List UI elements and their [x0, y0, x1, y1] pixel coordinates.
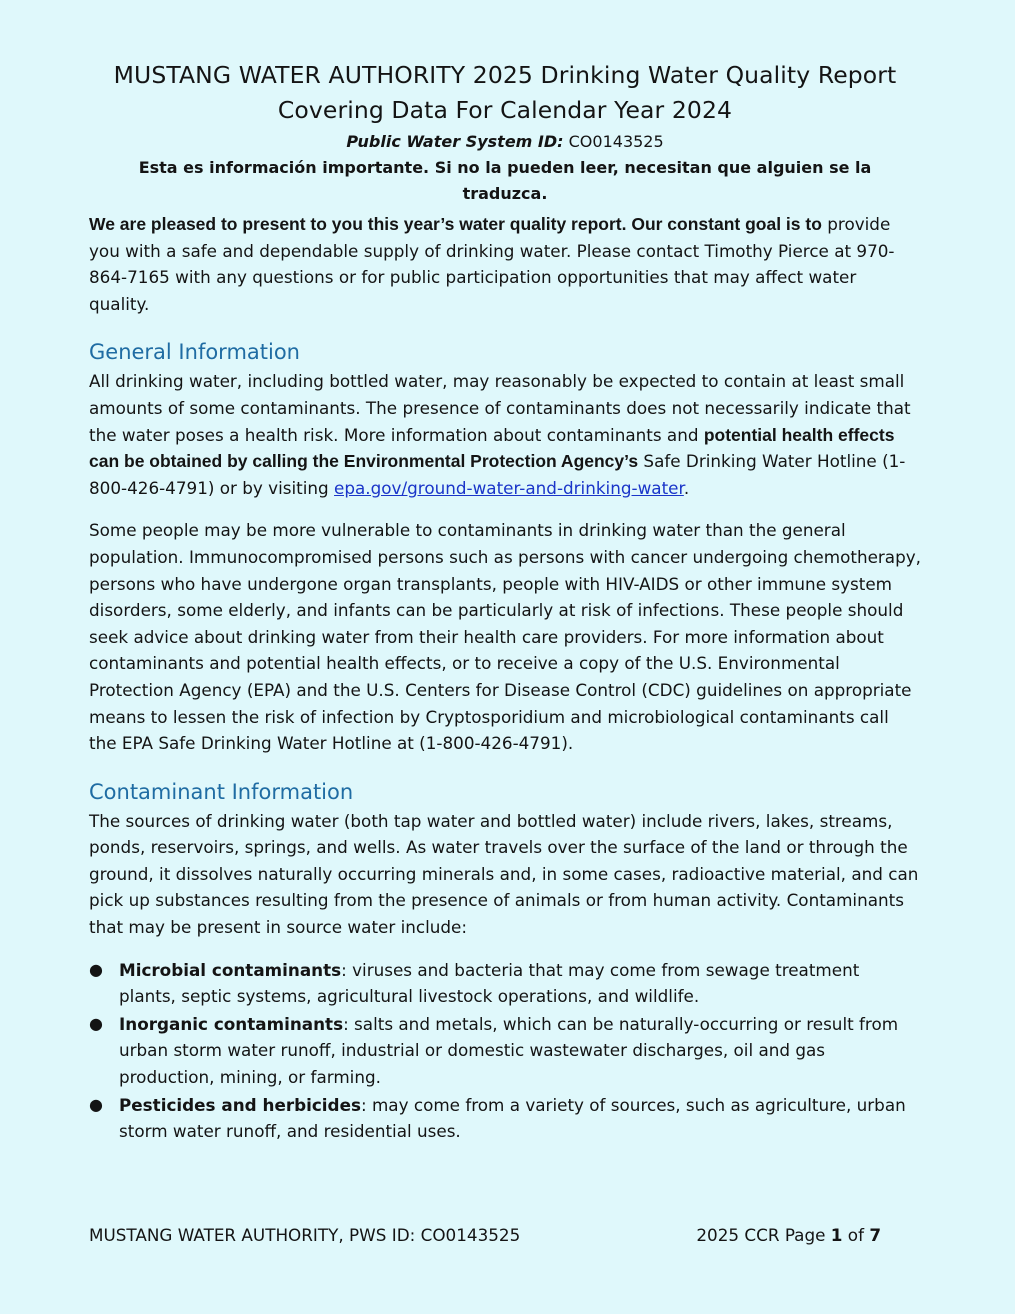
general-information-heading: General Information [89, 340, 300, 365]
general-p1-text-a: All drinking water, including bottled water, may reasonably be expected to contain at least small amounts of some contaminants. The presence of contaminants does not necessarily indicate that the water poses a health risk. More information about contaminants and [89, 371, 911, 445]
footer-right-prefix: 2025 CCR Page [696, 1225, 831, 1245]
general-paragraph-1 [89, 368, 921, 501]
footer-right [696, 1222, 881, 1248]
pws-id-value: CO0143525 [563, 132, 664, 151]
list-item-text: : may come from a variety of sources, such as agriculture, urban storm water runoff, and residential uses. [119, 1094, 906, 1142]
intro-rest: provide you with a safe and dependable supply of drinking water. Please contact Timothy Pierce at 970-864-7165 with any questions or for public participation opportunities that may affect water quality. [89, 214, 895, 314]
list-item-term: Pesticides and herbicides [119, 1094, 361, 1115]
title-line-2: Covering Data For Calendar Year 2024 [277, 96, 733, 124]
general-paragraph-2: Some people may be more vulnerable to contaminants in drinking water than the general population. Immunocompromised persons such as persons with cancer undergoing chemotherapy, persons who have undergone organ transplants, people with HIV-AIDS or other immune system disorders, some elderly, and infants can be particularly at risk of infections. These people should seek advice about drinking water from their health care providers. For more information about contaminants and potential health effects, or to receive a copy of the U.S. Environmental Protection Agency (EPA) and the U.S. Centers for Disease Control (CDC) guidelines on appropriate means to lessen the risk of infection by Cryptosporidium and microbiological contaminants call the EPA Safe Drinking Water Hotline at (1-800-426-4791). [89, 520, 921, 754]
page-footer [89, 1222, 881, 1248]
footer-left: MUSTANG WATER AUTHORITY, PWS ID: CO0143525 [89, 1225, 521, 1245]
pws-id [89, 129, 921, 154]
general-p1-text-b: Safe Drinking Water Hotline (1-800-426-4791) or by visiting [89, 451, 906, 498]
intro-lead: We are pleased to present to you this year’s water quality report. Our constant goal is to [89, 214, 822, 234]
intro-paragraph [89, 211, 921, 317]
footer-page-number: 1 [830, 1225, 843, 1245]
list-item [89, 957, 921, 1010]
contaminant-list [89, 957, 921, 1145]
pws-id-label: Public Water System ID: [346, 132, 564, 151]
list-item [89, 1092, 921, 1145]
page-content [89, 58, 921, 1146]
footer-of: of [842, 1225, 870, 1245]
list-item [89, 1011, 921, 1091]
footer-page-total: 7 [869, 1225, 881, 1245]
spanish-notice: Esta es información importante. Si no la pueden leer, necesitan que alguien se la traduzca. [138, 158, 872, 203]
bullet-icon: ● [89, 1094, 103, 1114]
general-p1-end: . [683, 477, 690, 498]
report-title [89, 58, 921, 128]
list-item-term: Microbial contaminants [119, 959, 342, 980]
bullet-icon: ● [89, 959, 103, 979]
list-item-term: Inorganic contaminants [119, 1013, 344, 1034]
list-item-text: : salts and metals, which can be naturally-occurring or result from urban storm water runoff, industrial or domestic wastewater discharges, oil and gas production, mining, or farming. [119, 1013, 899, 1088]
contaminant-paragraph-1: The sources of drinking water (both tap water and bottled water) include rivers, lakes, streams, ponds, reservoirs, springs, and wells. As water travels over the surface of the land or through the ground, it dissolves naturally occurring minerals and, in some cases, radioactive material, and can pick up substances resulting from the presence of animals or from human activity. Contaminants that may be present in source water include: [89, 810, 919, 938]
epa-link[interactable]: epa.gov/ground-water-and-drinking-water [334, 477, 684, 498]
contaminant-information-heading: Contaminant Information [89, 779, 354, 804]
bullet-icon: ● [89, 1013, 103, 1033]
general-p1-bold: potential health effects can be obtained by calling the Environmental Protection Agency’s [89, 424, 895, 472]
title-line-1: MUSTANG WATER AUTHORITY 2025 Drinking Water Quality Report [113, 61, 897, 89]
list-item-text: : viruses and bacteria that may come from sewage treatment plants, septic systems, agricultural livestock operations, and wildlife. [119, 959, 860, 1007]
